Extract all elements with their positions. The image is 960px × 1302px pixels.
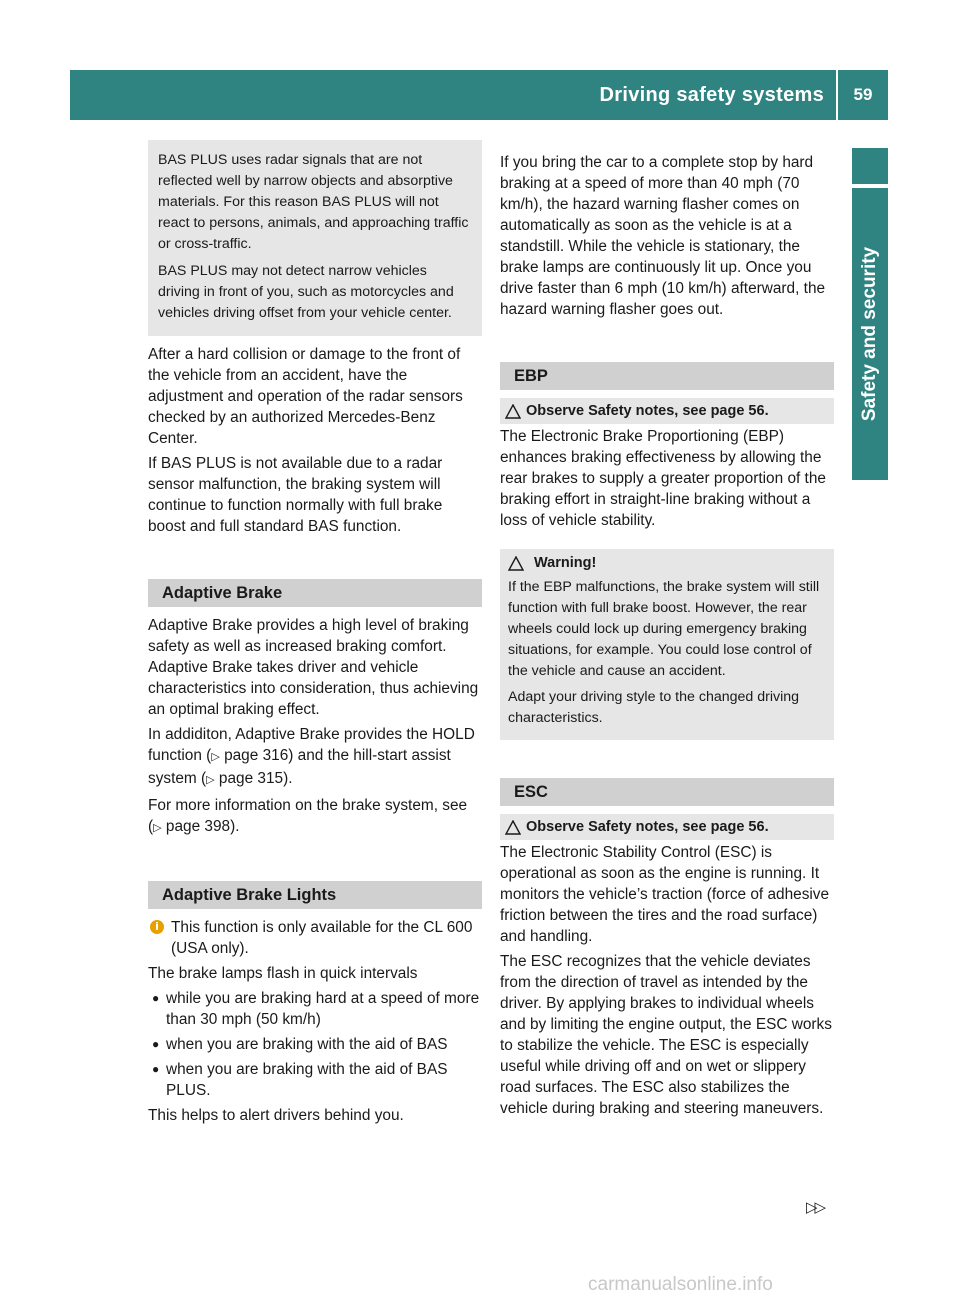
paragraph: In addiditon, Adaptive Brake provides the HOLD function (▷ page 316) and the hill-start assist system (▷ page 315).: [148, 726, 475, 787]
watermark: carmanualsonline.info: [588, 1274, 773, 1295]
paragraph: The brake lamps flash in quick intervals: [148, 965, 418, 982]
info-note: [148, 917, 482, 959]
note-paragraph: BAS PLUS may not detect narrow vehicles driving in front of you, such as motorcycles and vehicles driving offset from your vehicle center.: [158, 263, 454, 321]
paragraph: If you bring the car to a complete stop by hard braking at a speed of more than 40 mph (70 km/h), the hazard warning flasher comes on automatically as soon as the vehicle is at a standstill. While the vehicle is stationary, the brake lamps are continuously lit up. Once you drive faster than 6 mph (10 km/h) afterward, the hazard warning flasher goes out.: [500, 154, 826, 318]
safety-note: [500, 398, 834, 424]
paragraph: If BAS PLUS is not available due to a radar sensor malfunction, the braking system will continue to function normally with full brake boost and full standard BAS function.: [148, 455, 443, 535]
xref-arrow-icon: ▷: [206, 774, 215, 786]
header-bar: [70, 70, 888, 120]
paragraph: The Electronic Brake Proportioning (EBP) enhances braking effectiveness by allowing the rear brakes to supply a greater proportion of the braking effort in straight-line braking without a loss of vehicle stability.: [500, 428, 826, 529]
left-column: [148, 140, 482, 1130]
paragraph: For more information on the brake system, see (▷ page 398).: [148, 797, 468, 835]
page-number: 59: [853, 85, 873, 104]
bullet-icon: ●: [152, 991, 160, 1005]
paragraph: The ESC recognizes that the vehicle deviates from the direction of travel as intended by the driver. By applying brakes to individual wheels and by limiting the engine output, the ESC works to stabilize the vehicle. The ESC is especially useful while driving off and on wet or slippery road surfaces. The ESC also stabilizes the vehicle during braking and steering maneuvers.: [500, 953, 832, 1117]
page-link[interactable]: page 316: [224, 747, 289, 764]
safety-note-link[interactable]: Observe Safety notes, see page 56.: [526, 403, 769, 419]
paragraph: This helps to alert drivers behind you.: [148, 1107, 404, 1124]
chapter-tab: [852, 188, 888, 480]
list-item: ● while you are braking hard at a speed of more than 30 mph (50 km/h): [148, 988, 482, 1030]
right-column: [500, 140, 834, 1123]
chapter-tab-label: Safety and security: [859, 246, 880, 422]
bullet-icon: ●: [152, 1037, 160, 1051]
list-item: ● when you are braking with the aid of BAS: [148, 1034, 482, 1055]
paragraph: Adaptive Brake provides a high level of braking safety as well as increased braking comfort. Adaptive Brake takes driver and vehicle characteristics into consideration, thus achieving an optimal braking effect.: [148, 617, 479, 718]
warning-box: [500, 549, 834, 740]
warning-title: Warning!: [508, 553, 826, 574]
info-text: This function is only available for the CL 600 (USA only).: [171, 919, 473, 957]
heading-adaptive-brake-lights: Adaptive Brake Lights: [148, 881, 482, 909]
heading-esc: ESC: [500, 778, 834, 806]
xref-arrow-icon: ▷: [153, 822, 162, 834]
bas-plus-note: [148, 140, 482, 336]
info-icon: i: [150, 920, 164, 934]
section-title: Driving safety systems: [600, 70, 838, 120]
paragraph: After a hard collision or damage to the front of the vehicle from an accident, have the adjustment and operation of the radar sensors checked by an authorized Mercedes-Benz Center.: [148, 346, 463, 447]
warning-paragraph: Adapt your driving style to the changed driving characteristics.: [508, 689, 800, 726]
safety-note-link[interactable]: Observe Safety notes, see page 56.: [526, 819, 769, 835]
bullet-icon: ●: [152, 1062, 160, 1076]
page-link[interactable]: page 315: [218, 770, 284, 787]
note-paragraph: BAS PLUS uses radar signals that are not reflected well by narrow objects and absorptive materials. For this reason BAS PLUS will not react to persons, animals, and approaching traffic or cross-traffic.: [158, 152, 469, 252]
side-marker: [852, 148, 888, 184]
warning-triangle-icon: [500, 404, 526, 419]
safety-note: [500, 814, 834, 840]
warning-triangle-icon: [508, 556, 534, 571]
heading-adaptive-brake: Adaptive Brake: [148, 579, 482, 607]
warning-triangle-icon: [500, 820, 526, 835]
heading-ebp: EBP: [500, 362, 834, 390]
list-item: ● when you are braking with the aid of BAS PLUS.: [148, 1059, 482, 1101]
warning-paragraph: If the EBP malfunctions, the brake system will still function with full brake boost. However, the rear wheels could lock up during emergency braking situations, for example. You could lose control of the vehicle and cause an accident.: [508, 579, 820, 679]
xref-arrow-icon: ▷: [211, 751, 220, 763]
paragraph: The Electronic Stability Control (ESC) is operational as soon as the engine is running. It monitors the vehicle’s traction (force of adhesive friction between the tires and the road surface) and handling.: [500, 844, 830, 945]
page-link[interactable]: page 398: [165, 818, 231, 835]
continue-marker-icon: ▷▷: [806, 1199, 824, 1216]
